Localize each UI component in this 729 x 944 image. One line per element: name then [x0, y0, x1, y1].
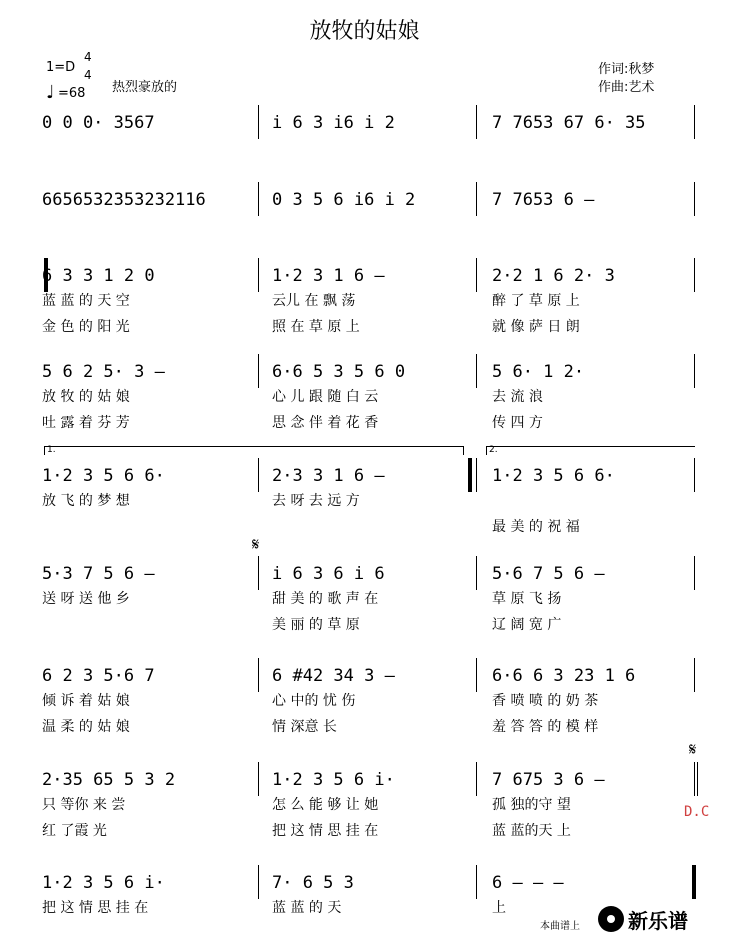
measure-notes: 6·6 6 3 23 1 6 [492, 666, 636, 686]
key-signature: 1=D [46, 60, 76, 75]
footer-prefix: 本曲谱上 [540, 921, 580, 932]
lyric-line-2: 红 了霞 光 [42, 823, 107, 839]
lyric-line-1: 去 呀 去 远 方 [272, 493, 360, 509]
barline [258, 354, 259, 388]
lyric-line-2: 温 柔 的 姑 娘 [42, 719, 130, 735]
lyric-line-2: 思 念 伴 着 花 香 [272, 415, 379, 431]
final-barline [692, 865, 696, 899]
lyric-line-1: 蓝 蓝 的 天 空 [42, 293, 130, 309]
measure-notes: 0 0 0· 3567 [42, 113, 155, 133]
measure-notes: 0 3 5 6 i6 i 2 [272, 190, 416, 210]
measure-notes: 7 675 3 6 – [492, 770, 605, 790]
lyric-line-1: 甜 美 的 歌 声 在 [272, 591, 379, 607]
lyric-line-1: 放 牧 的 姑 娘 [42, 389, 130, 405]
barline [694, 258, 695, 292]
barline [476, 556, 477, 590]
measure-notes: 6 2 3 5·6 7 [42, 666, 155, 686]
measure-notes: i 6 3 i6 i 2 [272, 113, 395, 133]
first-ending-label: 1. [47, 445, 56, 455]
barline [694, 182, 695, 216]
measure-notes: 1·2 3 5 6 6· [492, 466, 615, 486]
time-sig-bottom: 4 [84, 68, 92, 82]
barline [476, 865, 477, 899]
second-ending-label: 2. [489, 445, 498, 455]
measure-notes: 6 – – – [492, 873, 564, 893]
measure-notes: i 6 3 6 i 6 [272, 564, 385, 584]
measure-notes: 6·6 5 3 5 6 0 [272, 362, 406, 382]
expression-marking: 热烈豪放的 [112, 80, 178, 95]
lyric-line-1: 送 呀 送 他 乡 [42, 591, 130, 607]
barline [258, 258, 259, 292]
measure-notes: 1·2 3 5 6 i· [42, 873, 165, 893]
disc-logo-icon [598, 906, 624, 932]
measure-notes: 1·2 3 1 6 – [272, 266, 385, 286]
barline [258, 556, 259, 590]
barline [694, 762, 695, 796]
barline [258, 182, 259, 216]
lyric-line-2: 美 丽 的 草 原 [272, 617, 360, 633]
song-title: 放牧的姑娘 [309, 19, 420, 44]
time-sig-top: 4 [84, 50, 92, 64]
barline [476, 105, 477, 139]
measure-notes: 6 #42 34 3 – [272, 666, 395, 686]
segno-icon: 𝄋 [252, 535, 260, 555]
dc-double-barline [697, 762, 698, 796]
lyric-line-2: 照 在 草 原 上 [272, 319, 360, 335]
barline [258, 865, 259, 899]
barline [694, 458, 695, 492]
barline [476, 762, 477, 796]
lyric-line-1: 草 原 飞 扬 [492, 591, 562, 607]
composer-credit: 作曲:艺术 [598, 80, 655, 95]
lyric-line-2: 最 美 的 祝 福 [492, 519, 580, 535]
barline [258, 658, 259, 692]
lyric-line-2: 就 像 萨 日 朗 [492, 319, 580, 335]
segno-icon-end: 𝄋 [689, 740, 697, 760]
barline [476, 354, 477, 388]
barline [258, 762, 259, 796]
repeat-end-barline [468, 458, 472, 492]
lyric-line-1: 孤 独的守 望 [492, 797, 571, 813]
lyric-line-1: 香 喷 喷 的 奶 茶 [492, 693, 599, 709]
barline [258, 458, 259, 492]
measure-notes: 1·2 3 5 6 i· [272, 770, 395, 790]
measure-notes: 5 6· 1 2· [492, 362, 585, 382]
lyricist-credit: 作词:秋梦 [598, 62, 655, 77]
tempo-marking: =68 [58, 86, 86, 101]
measure-notes: 2·35 65 5 3 2 [42, 770, 176, 790]
barline [258, 105, 259, 139]
lyric-line-1: 醉 了 草 原 上 [492, 293, 580, 309]
barline [694, 105, 695, 139]
lyric-line-2: 蓝 蓝的天 上 [492, 823, 571, 839]
lyric-line-1: 上 [492, 900, 506, 916]
barline [694, 556, 695, 590]
measure-notes: 7· 6 5 3 [272, 873, 354, 893]
repeat-start-barline [44, 258, 48, 292]
lyric-line-2: 金 色 的 阳 光 [42, 319, 130, 335]
measure-notes: 7 7653 67 6· 35 [492, 113, 646, 133]
lyric-line-1: 倾 诉 着 姑 娘 [42, 693, 130, 709]
barline [476, 258, 477, 292]
second-ending-bracket [486, 446, 695, 455]
barline [476, 658, 477, 692]
barline [476, 458, 477, 492]
first-ending-bracket [44, 446, 464, 455]
footer-brand: 新乐谱 [628, 909, 688, 933]
lyric-line-1: 心 儿 跟 随 白 云 [272, 389, 379, 405]
lyric-line-2: 羞 答 答 的 模 样 [492, 719, 599, 735]
lyric-line-1: 去 流 浪 [492, 389, 543, 405]
lyric-line-2: 情 深意 长 [272, 719, 337, 735]
lyric-line-2: 吐 露 着 芬 芳 [42, 415, 130, 431]
measure-notes: 6 3 3 1 2 0 [42, 266, 155, 286]
lyric-line-1: 只 等你 来 尝 [42, 797, 126, 813]
measure-notes: 1·2 3 5 6 6· [42, 466, 165, 486]
lyric-line-2: 传 四 方 [492, 415, 543, 431]
lyric-line-1: 把 这 情 思 挂 在 [42, 900, 149, 916]
lyric-line-2: 辽 阔 宽 广 [492, 617, 562, 633]
measure-notes: 7 7653 6 – [492, 190, 595, 210]
measure-notes: 5·3 7 5 6 – [42, 564, 155, 584]
lyric-line-1: 放 飞 的 梦 想 [42, 493, 130, 509]
quarter-note-icon: ♩ [46, 82, 55, 103]
lyric-line-1: 心 中的 忧 伤 [272, 693, 356, 709]
measure-notes: 5·6 7 5 6 – [492, 564, 605, 584]
lyric-line-2: 把 这 情 思 挂 在 [272, 823, 379, 839]
barline [694, 658, 695, 692]
measure-notes: 2·3 3 1 6 – [272, 466, 385, 486]
measure-notes: 6656532353232116 [42, 190, 206, 210]
lyric-line-1: 蓝 蓝 的 天 [272, 900, 342, 916]
measure-notes: 2·2 1 6 2· 3 [492, 266, 615, 286]
lyric-line-1: 怎 么 能 够 让 她 [272, 797, 379, 813]
barline [694, 354, 695, 388]
measure-notes: 5 6 2 5· 3 – [42, 362, 165, 382]
lyric-line-1: 云儿 在 飘 荡 [272, 293, 356, 309]
barline [476, 182, 477, 216]
dc-marking: D.C [684, 804, 710, 820]
